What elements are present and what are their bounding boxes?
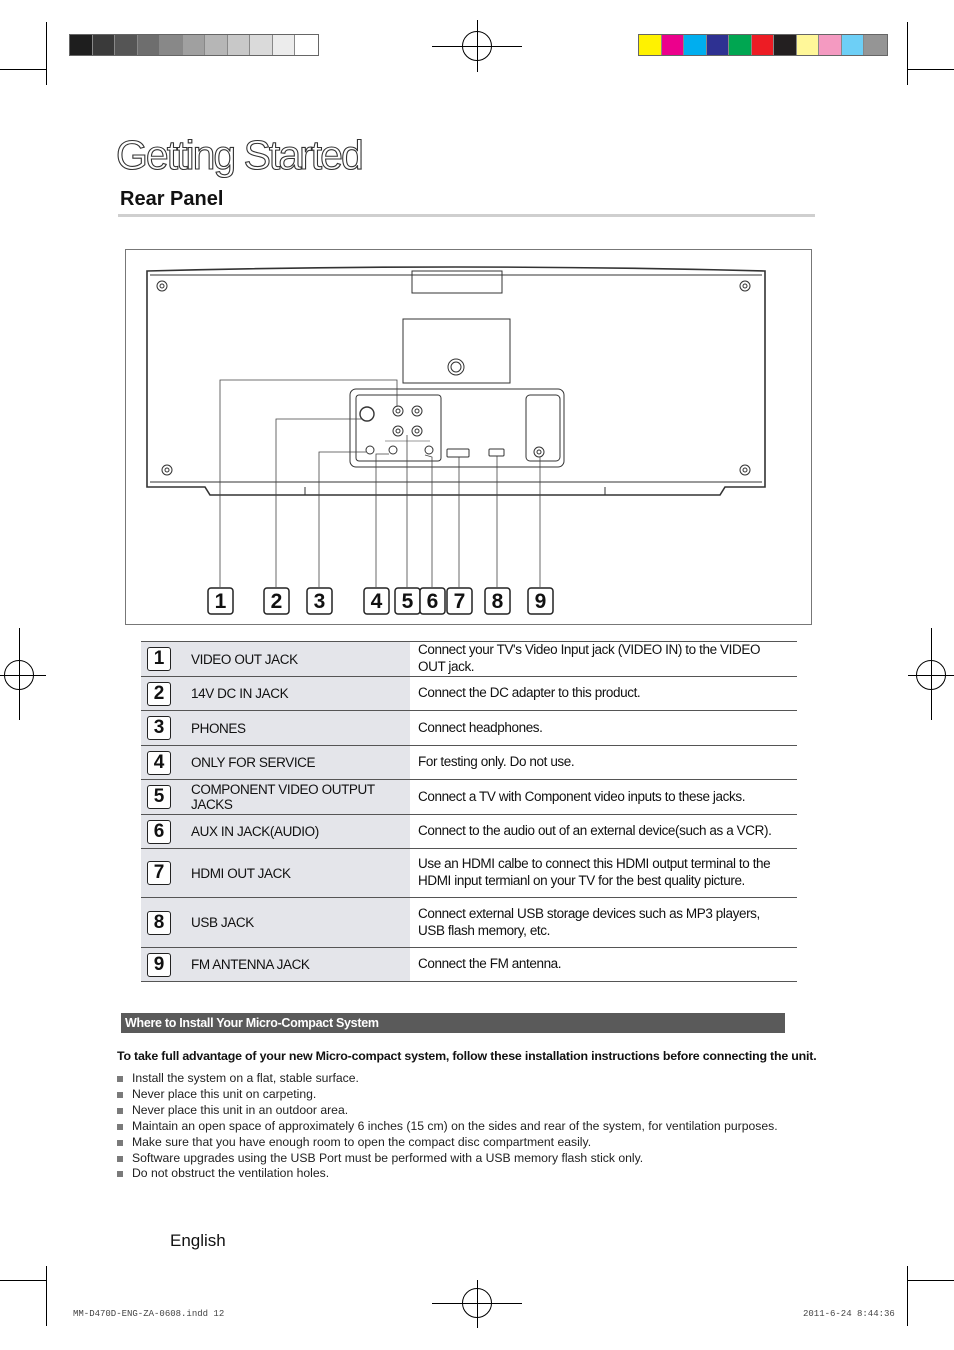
jack-name: ONLY FOR SERVICE	[185, 746, 410, 780]
jack-name: PHONES	[185, 711, 410, 746]
row-number-badge: 4	[147, 751, 171, 775]
jack-description: Connect the DC adapter to this product.	[410, 677, 797, 711]
install-section-heading-bar	[121, 1013, 785, 1033]
jack-description: Connect your TV's Video Input jack (VIDEO IN) to the VIDEO OUT jack.	[410, 642, 797, 677]
list-item	[117, 1087, 778, 1103]
crop-mark	[907, 22, 908, 85]
registration-mark-icon	[477, 20, 478, 72]
jack-name: AUX IN JACK(AUDIO)	[185, 815, 410, 849]
footer-file-info: MM-D470D-ENG-ZA-0608.indd 12	[73, 1309, 225, 1319]
callout-number-3: 3	[313, 590, 326, 613]
registration-mark-icon	[19, 628, 20, 720]
bullet-square-icon	[117, 1171, 123, 1177]
color-swatch	[160, 35, 183, 55]
row-number-cell	[141, 815, 185, 849]
jack-description: Connect headphones.	[410, 711, 797, 746]
callout-number-6: 6	[426, 590, 439, 613]
crop-mark	[907, 69, 954, 70]
color-swatch	[228, 35, 251, 55]
jack-name: COMPONENT VIDEO OUTPUT JACKS	[185, 780, 410, 815]
install-section-heading: Where to Install Your Micro-Compact System	[125, 1016, 379, 1030]
row-number-cell	[141, 849, 185, 898]
row-number-cell	[141, 677, 185, 711]
jack-description: Connect a TV with Component video inputs to these jacks.	[410, 780, 797, 815]
section-title: Rear Panel	[120, 188, 224, 210]
footer-timestamp: 2011-6-24 8:44:36	[803, 1309, 895, 1319]
bullet-square-icon	[117, 1140, 123, 1146]
jack-name: USB JACK	[185, 898, 410, 948]
color-swatch	[864, 35, 887, 55]
crop-mark	[46, 22, 47, 85]
bullet-text: Install the system on a flat, stable surface.	[132, 1071, 359, 1085]
registration-mark-icon	[477, 1280, 478, 1328]
bullet-square-icon	[117, 1076, 123, 1082]
color-swatch	[250, 35, 273, 55]
crop-mark	[0, 69, 47, 70]
list-item	[117, 1071, 778, 1087]
callout-number-2: 2	[270, 590, 283, 613]
color-swatch	[115, 35, 138, 55]
jack-name: HDMI OUT JACK	[185, 849, 410, 898]
jack-description: Use an HDMI calbe to connect this HDMI output terminal to the HDMI input termianl on your TV for the best quality picture.	[410, 849, 797, 898]
color-swatch	[70, 35, 93, 55]
table-row	[141, 948, 797, 982]
crop-mark	[907, 1266, 908, 1326]
color-swatch	[138, 35, 161, 55]
list-item	[117, 1119, 778, 1135]
row-number-badge: 9	[147, 953, 171, 977]
table-row	[141, 746, 797, 780]
table-row	[141, 780, 797, 815]
callout-number-8: 8	[491, 590, 504, 613]
row-number-cell	[141, 746, 185, 780]
row-number-cell	[141, 711, 185, 746]
color-swatch	[639, 35, 662, 55]
jack-description: Connect to the audio out of an external device(such as a VCR).	[410, 815, 797, 849]
bullet-text: Make sure that you have enough room to open the compact disc compartment easily.	[132, 1134, 592, 1149]
list-item	[117, 1166, 778, 1182]
row-number-cell	[141, 898, 185, 948]
row-number-badge: 7	[147, 861, 171, 885]
row-number-badge: 5	[147, 785, 171, 809]
row-number-badge: 2	[147, 682, 171, 706]
bullet-square-icon	[117, 1108, 123, 1114]
color-swatch	[842, 35, 865, 55]
crop-mark	[46, 1266, 47, 1326]
jack-description: Connect external USB storage devices such as MP3 players, USB flash memory, etc.	[410, 898, 797, 948]
registration-mark-icon	[0, 675, 46, 676]
color-swatch	[774, 35, 797, 55]
table-row	[141, 677, 797, 711]
color-swatch	[93, 35, 116, 55]
section-divider	[118, 214, 815, 217]
jack-name: 14V DC IN JACK	[185, 677, 410, 711]
color-swatch	[819, 35, 842, 55]
crop-mark	[907, 1280, 954, 1281]
bullet-square-icon	[117, 1092, 123, 1098]
table-row	[141, 815, 797, 849]
row-number-cell	[141, 780, 185, 815]
rear-panel-spec-table	[141, 641, 797, 982]
row-number-badge: 8	[147, 911, 171, 935]
color-swatch	[273, 35, 296, 55]
callout-number-9: 9	[534, 590, 547, 613]
list-item	[117, 1151, 778, 1167]
jack-name: VIDEO OUT JACK	[185, 642, 410, 677]
crop-mark	[0, 1280, 47, 1281]
list-item	[117, 1135, 778, 1151]
bullet-text: Maintain an open space of approximately 6 inches (15 cm) on the sides and rear of the system, for ventilation purposes.	[132, 1118, 778, 1133]
jack-description: Connect the FM antenna.	[410, 948, 797, 982]
callout-number-5: 5	[401, 590, 414, 613]
list-item	[117, 1103, 778, 1119]
color-swatch	[797, 35, 820, 55]
row-number-badge: 3	[147, 716, 171, 740]
table-row	[141, 898, 797, 948]
jack-name: FM ANTENNA JACK	[185, 948, 410, 982]
chapter-title: Getting Started	[116, 132, 362, 178]
bullet-text: Never place this unit on carpeting.	[132, 1086, 317, 1101]
color-swatch	[684, 35, 707, 55]
grayscale-color-bar	[69, 34, 319, 56]
color-swatch	[183, 35, 206, 55]
color-swatch	[662, 35, 685, 55]
row-number-badge: 6	[147, 820, 171, 844]
callout-number-7: 7	[453, 590, 466, 613]
table-row	[141, 711, 797, 746]
bullet-text: Never place this unit in an outdoor area.	[132, 1102, 349, 1117]
bullet-square-icon	[117, 1156, 123, 1162]
color-swatch	[707, 35, 730, 55]
table-row	[141, 642, 797, 677]
bullet-square-icon	[117, 1124, 123, 1130]
rear-panel-diagram	[125, 249, 812, 625]
color-swatch	[729, 35, 752, 55]
bullet-text: Do not obstruct the ventilation holes.	[132, 1166, 330, 1181]
page-language-label: English	[170, 1231, 226, 1250]
install-bullet-list	[117, 1071, 778, 1182]
row-number-cell	[141, 642, 185, 677]
callout-number-1: 1	[214, 590, 227, 613]
install-intro: To take full advantage of your new Micro-compact system, follow these installation instructions before connecting the unit.	[117, 1049, 817, 1063]
callout-number-4: 4	[370, 590, 383, 613]
color-swatch	[205, 35, 228, 55]
row-number-cell	[141, 948, 185, 982]
color-swatch	[752, 35, 775, 55]
row-number-badge: 1	[147, 647, 171, 671]
bullet-text: Software upgrades using the USB Port must be performed with a USB memory flash stick only.	[132, 1150, 644, 1165]
color-swatch	[295, 35, 318, 55]
table-row	[141, 849, 797, 898]
jack-description: For testing only. Do not use.	[410, 746, 797, 780]
registration-mark-icon	[931, 628, 932, 720]
process-color-bar	[638, 34, 888, 56]
